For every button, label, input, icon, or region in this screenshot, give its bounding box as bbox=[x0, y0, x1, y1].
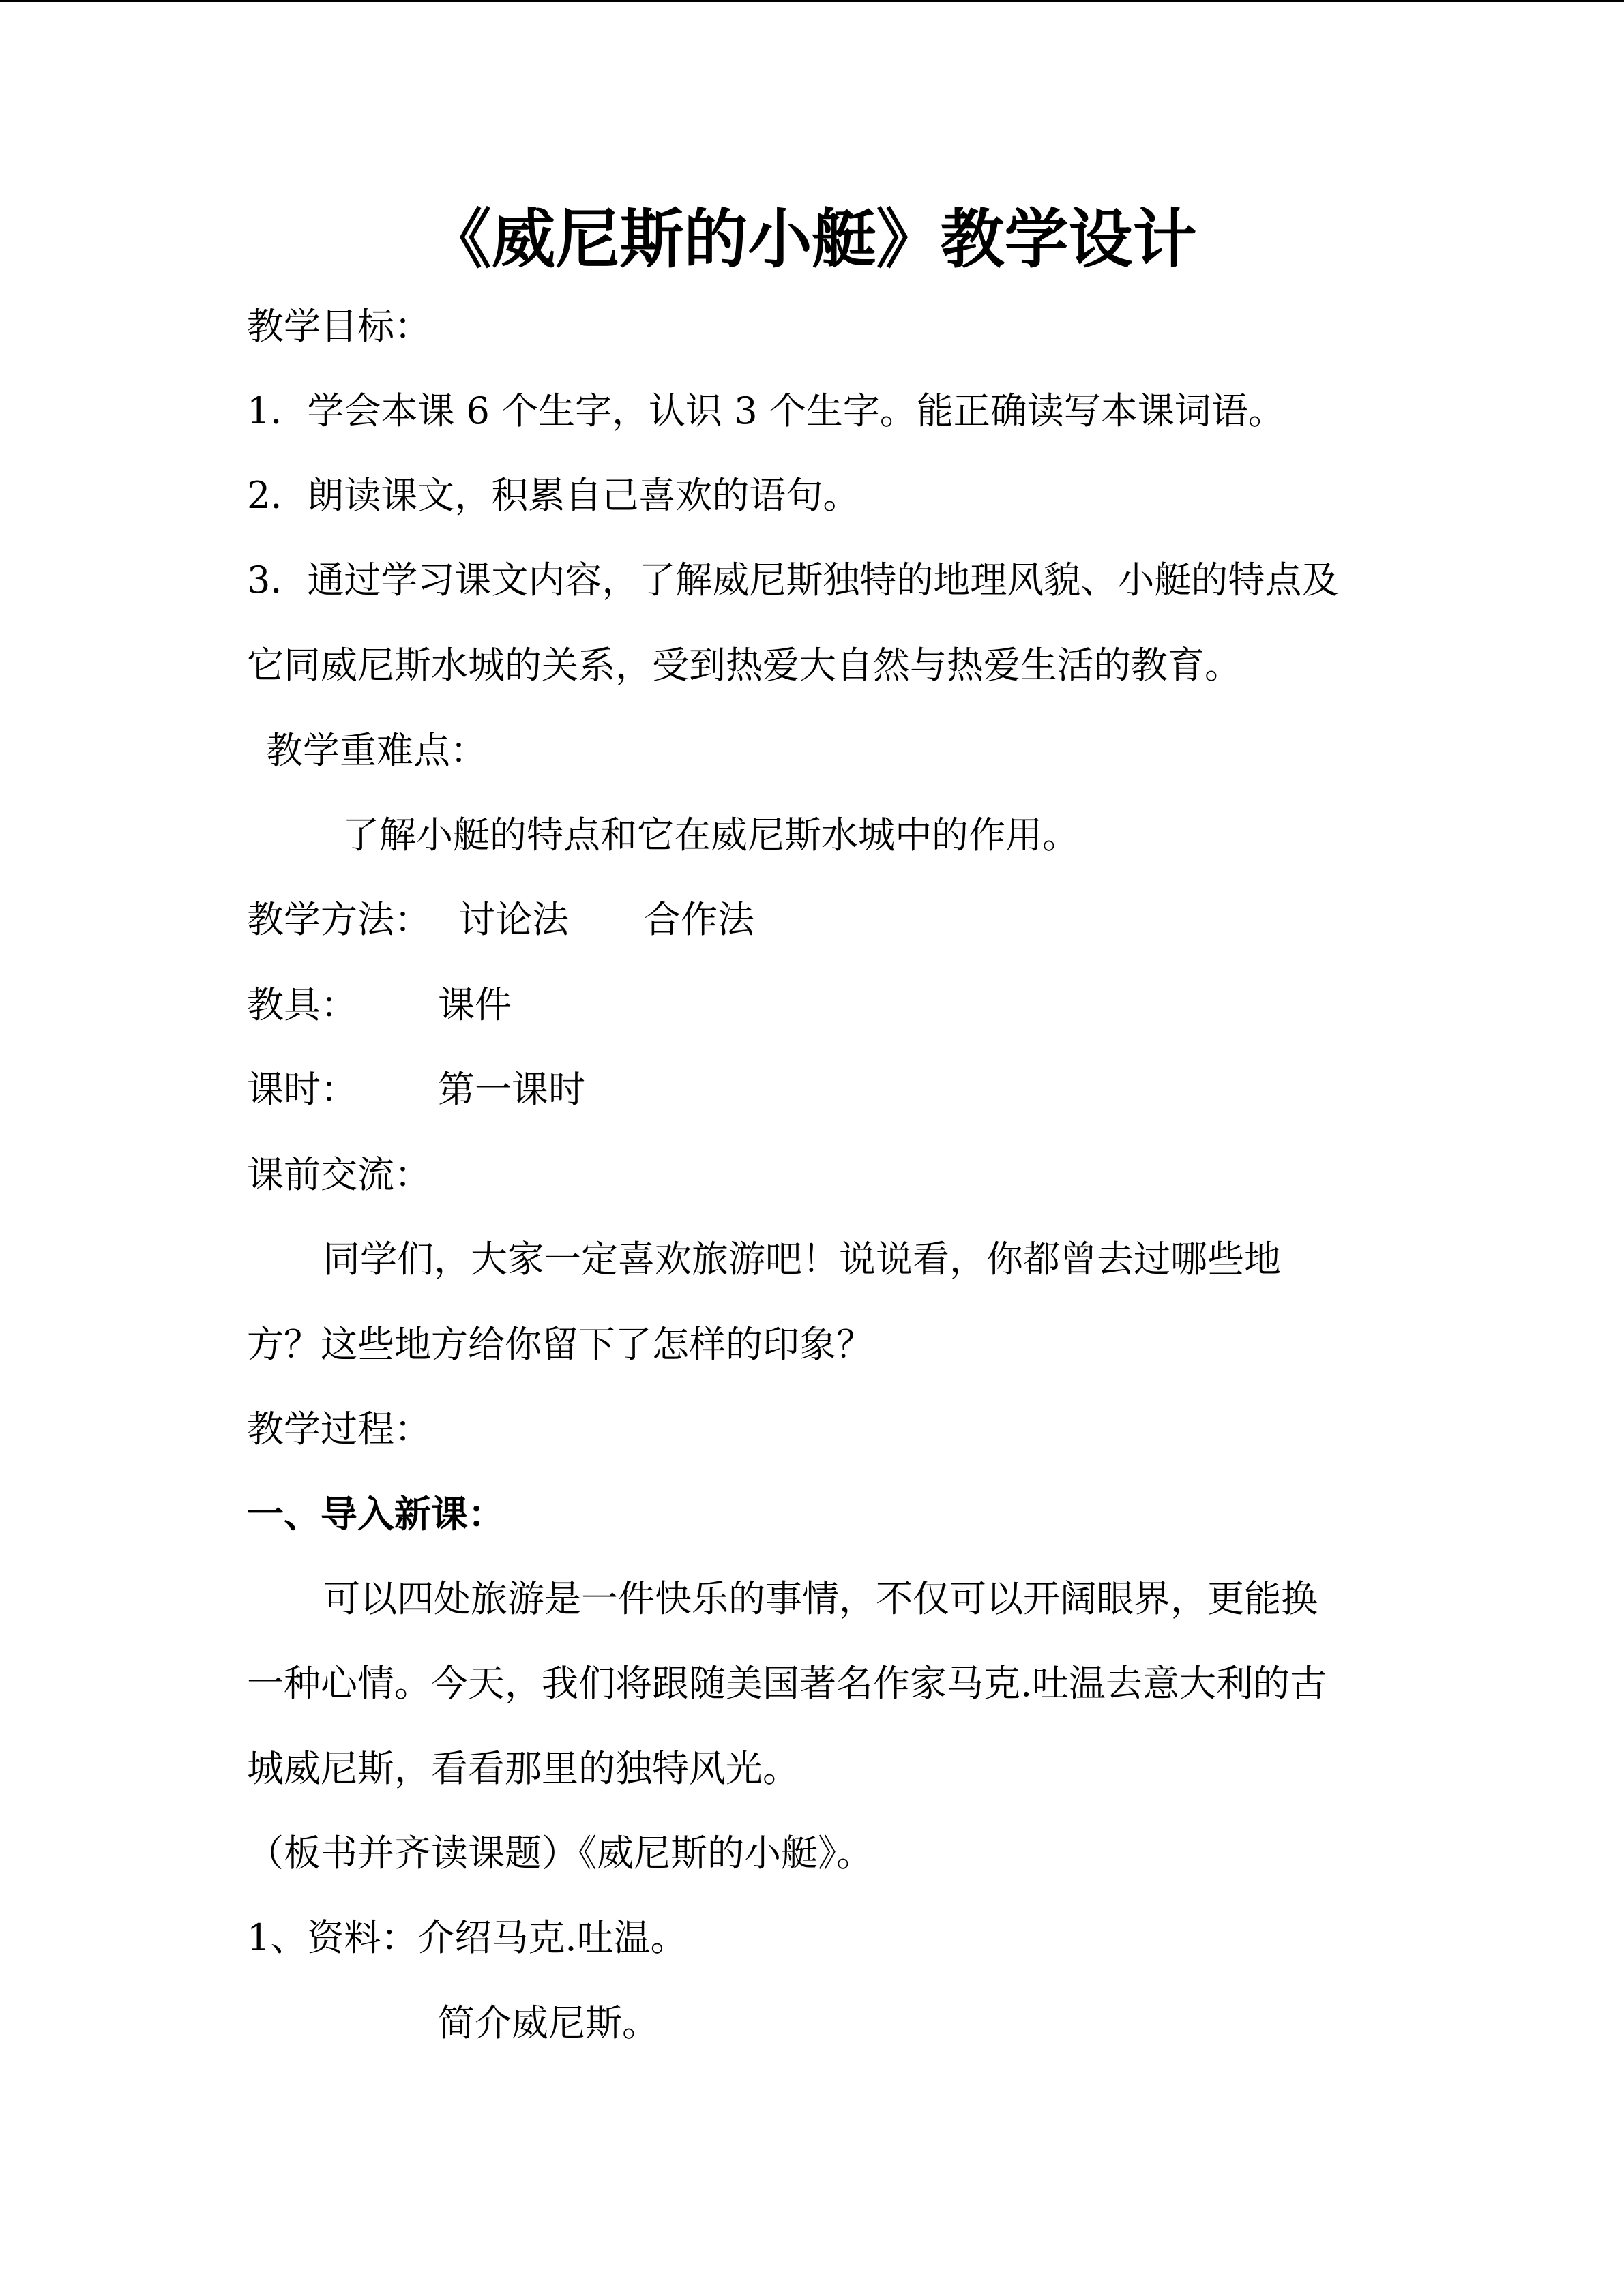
objective-3-line-1: 3．通过学习课文内容，了解威尼斯独特的地理风貌、小艇的特点及 bbox=[247, 558, 1339, 601]
material-sub: 简介威尼斯。 bbox=[438, 2001, 659, 2044]
objectives-heading: 教学目标： bbox=[247, 305, 431, 348]
document-title: 《威尼斯的小艇》教学设计 bbox=[427, 202, 1197, 277]
pre-class-heading: 课前交流： bbox=[247, 1153, 431, 1196]
intro-line-1: 可以四处旅游是一件快乐的事情，不仅可以开阔眼界，更能换 bbox=[323, 1577, 1318, 1620]
pre-class-line-1: 同学们，大家一定喜欢旅游吧！说说看，你都曾去过哪些地 bbox=[323, 1238, 1281, 1281]
tools-row bbox=[247, 983, 357, 1026]
method-discussion: 讨论法 bbox=[458, 898, 569, 941]
tools-label: 教具： bbox=[247, 983, 357, 1026]
objective-1: 1．学会本课 6 个生字，认识 3 个生字。能正确读写本课词语。 bbox=[247, 389, 1285, 432]
methods-label: 教学方法： bbox=[247, 898, 431, 941]
material-line: 1、资料：介绍马克.吐温。 bbox=[247, 1916, 688, 1959]
period-row bbox=[247, 1068, 357, 1111]
intro-line-3: 城威尼斯，看看那里的独特风光。 bbox=[247, 1747, 799, 1790]
methods-row bbox=[247, 898, 754, 941]
page-top-border bbox=[0, 0, 1624, 2]
process-heading: 教学过程： bbox=[247, 1407, 431, 1450]
pre-class-line-2: 方？这些地方给你留下了怎样的印象？ bbox=[247, 1323, 873, 1366]
objective-2: 2．朗读课文，积累自己喜欢的语句。 bbox=[247, 474, 860, 517]
tools-value: 课件 bbox=[438, 983, 512, 1026]
intro-line-2: 一种心情。今天，我们将跟随美国著名作家马克.吐温去意大利的古 bbox=[247, 1662, 1327, 1705]
key-points-text: 了解小艇的特点和它在威尼斯水城中的作用。 bbox=[342, 814, 1079, 856]
key-points-heading: 教学重难点： bbox=[266, 729, 487, 772]
method-cooperation: 合作法 bbox=[644, 898, 754, 941]
board-note: （板书并齐读课题）《威尼斯的小艇》。 bbox=[247, 1832, 873, 1875]
section-1-heading: 一、导入新课： bbox=[247, 1492, 505, 1536]
objective-3-line-2: 它同威尼斯水城的关系，受到热爱大自然与热爱生活的教育。 bbox=[247, 644, 1241, 687]
period-label: 课时： bbox=[247, 1068, 357, 1111]
period-value: 第一课时 bbox=[438, 1068, 585, 1111]
